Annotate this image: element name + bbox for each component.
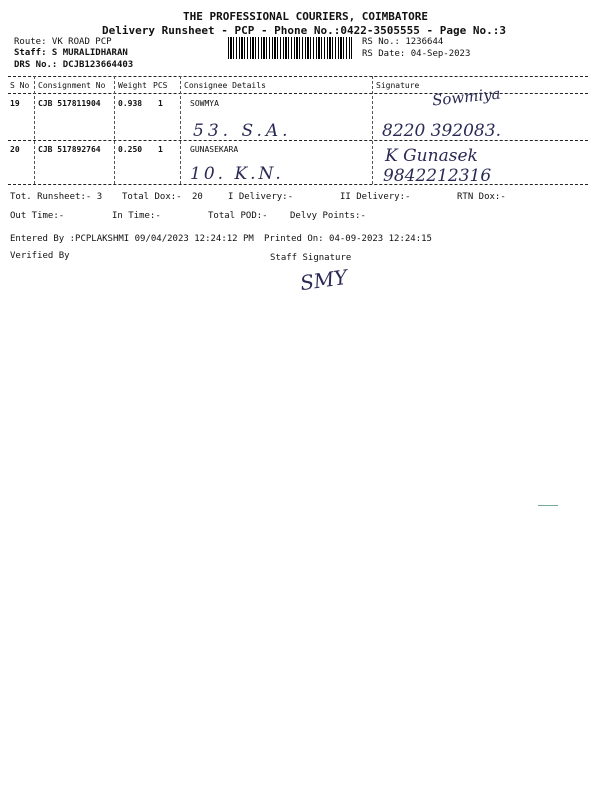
scan-mark [538, 505, 558, 506]
in-time: In Time:- [112, 211, 161, 221]
entered-by: Entered By :PCPLAKSHMI 09/04/2023 12:24:12 PM [10, 234, 254, 244]
col-header-signature: Signature [376, 81, 420, 90]
col-divider [180, 76, 181, 184]
row-weight: 0.938 [118, 99, 143, 108]
total-dox-label: Total Dox:- [122, 192, 182, 202]
row-weight: 0.250 [118, 145, 143, 154]
staff-signature-hand: SMY [298, 264, 349, 296]
delvy-points: Delvy Points:- [290, 211, 366, 221]
i-delivery: I Delivery:- [228, 192, 294, 202]
rtn-dox: RTN Dox:- [457, 192, 506, 202]
rs-date: RS Date: 04-Sep-2023 [362, 49, 471, 59]
staff-label: Staff: S MURALIDHARAN [14, 48, 128, 58]
verified-by: Verified By [10, 251, 70, 261]
handwritten-signature: K Gunasek [385, 146, 478, 166]
table-header-rule [8, 93, 588, 94]
col-header-pcs: PCS [153, 81, 168, 90]
staff-signature-label: Staff Signature [270, 253, 352, 263]
tot-runsheet: Tot. Runsheet:- 3 [10, 192, 103, 202]
row-consignee: GUNASEKARA [190, 145, 239, 154]
route-label: Route: VK ROAD PCP [14, 37, 112, 47]
handwritten-address: 10. K.N. [190, 164, 284, 184]
table-top-rule [8, 76, 588, 77]
row-rule [8, 184, 588, 185]
handwritten-phone: 9842212316 [383, 166, 492, 186]
row-pcs: 1 [158, 145, 163, 154]
total-pod: Total POD:- [208, 211, 268, 221]
handwritten-address: 53. S.A. [193, 121, 292, 141]
printed-on: Printed On: 04-09-2023 12:24:15 [264, 234, 432, 244]
out-time: Out Time:- [10, 211, 65, 221]
col-header-consignment: Consignment No [38, 81, 106, 90]
col-header-sno: S No [10, 81, 30, 90]
handwritten-phone: 8220 392083. [382, 121, 501, 141]
row-consignee: SOWMYA [190, 99, 219, 108]
handwritten-signature: Sowmiya [431, 84, 502, 110]
drs-number: DRS No.: DCJB123664403 [14, 60, 134, 70]
company-title: THE PROFESSIONAL COURIERS, COIMBATORE [183, 10, 429, 23]
total-dox-value: 20 [192, 192, 203, 202]
runsheet-title: Delivery Runsheet - PCP - Phone No.:0422-3505555 - Page No.:3 [102, 24, 506, 37]
row-consignment: CJB 517811904 [38, 99, 101, 108]
row-sno: 20 [10, 145, 20, 154]
row-pcs: 1 [158, 99, 163, 108]
ii-delivery: II Delivery:- [340, 192, 411, 202]
col-header-consignee: Consignee Details [184, 81, 266, 90]
col-divider [114, 76, 115, 184]
rs-number: RS No.: 1236644 [362, 37, 444, 47]
col-divider [34, 76, 35, 184]
row-rule [8, 140, 588, 141]
row-consignment: CJB 517892764 [38, 145, 101, 154]
row-sno: 19 [10, 99, 20, 108]
barcode-image [228, 37, 352, 59]
col-header-weight: Weight [118, 81, 147, 90]
col-divider [372, 76, 373, 184]
